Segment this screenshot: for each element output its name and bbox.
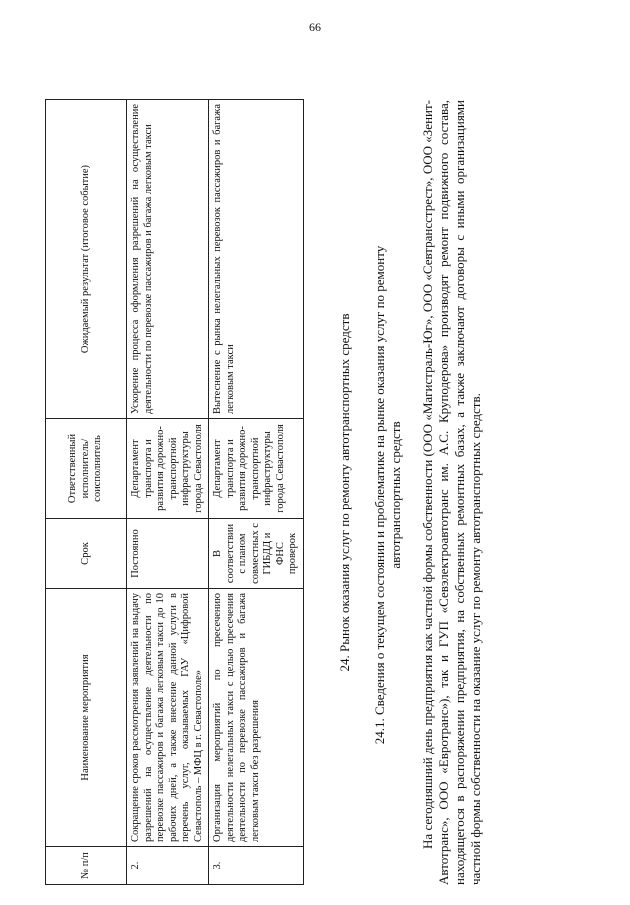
- rotated-page-content: [10, 75, 610, 885]
- header-responsible: Ответственный исполнитель/ соисполнитель: [46, 419, 127, 519]
- row-term: В соответствии с планом совместных с ГИБДД и ФНС проверок: [209, 519, 304, 589]
- measures-table: [45, 99, 304, 885]
- header-result: Ожидаемый результат (итоговое событие): [46, 100, 127, 419]
- header-name: Наименование мероприятия: [46, 589, 127, 847]
- subsection-heading: 24.1. Сведения о текущем состоянии и проблематике на рынке оказания услуг по ремонту автотранспортных средств: [372, 245, 403, 745]
- table-row: [209, 100, 304, 885]
- header-num: № п/п: [46, 847, 127, 885]
- row-num: 3.: [209, 847, 304, 885]
- table-row: [127, 100, 209, 885]
- section-heading: 24. Рынок оказания услуг по ремонту автотранспортных средств: [337, 313, 352, 672]
- row-term: Постоянно: [127, 519, 209, 589]
- row-name: Сокращение сроков рассмотрения заявлений на выдачу разрешений на осуществление деятельности по перевозке пассажиров и багажа легковым такси до 10 рабочих дней, а также внесение данной услуги в перечень услуг, оказываемых ГАУ «Цифровой Севастополь – МФЦ в г. Севастополе»: [127, 589, 209, 847]
- page-number: 66: [309, 20, 321, 34]
- header-term: Срок: [46, 519, 127, 589]
- body-paragraph: На сегодняшний день предприятия как частной формы собственности (ООО «Магистраль-Юг», ООО «Севтрансстрест», ООО «Зенит-Автотранс», ООО «Евротранс»), так и ГУП «Севэлектроавтотранс им. А.С. Круподерова» производят ремонт подвижного состава, находящегося в распоряжении предприятия, на собственных ремонтных базах, а также заключают договоры с иными организациями частной формы собственности на оказание услуг по ремонту автотранспортных средств.: [420, 100, 483, 885]
- row-responsible: Департамент транспорта и развития дорожно-транспортной инфраструктуры города Севастополя: [127, 419, 209, 519]
- row-responsible: Департамент транспорта и развития дорожно-транспортной инфраструктуры города Севастополя: [209, 419, 304, 519]
- table-header-row: [46, 100, 127, 885]
- row-num: 2.: [127, 847, 209, 885]
- row-result: Вытеснение с рынка нелегальных перевозок пассажиров и багажа легковым такси: [209, 100, 304, 419]
- row-result: Ускорение процесса оформления разрешений на осуществление деятельности по перевозке пассажиров и багажа легковым такси: [127, 100, 209, 419]
- row-name: Организация мероприятий по пресечению деятельности нелегальных такси с целью пресечения деятельности по перевозке пассажиров и багажа легковым такси без разрешения: [209, 589, 304, 847]
